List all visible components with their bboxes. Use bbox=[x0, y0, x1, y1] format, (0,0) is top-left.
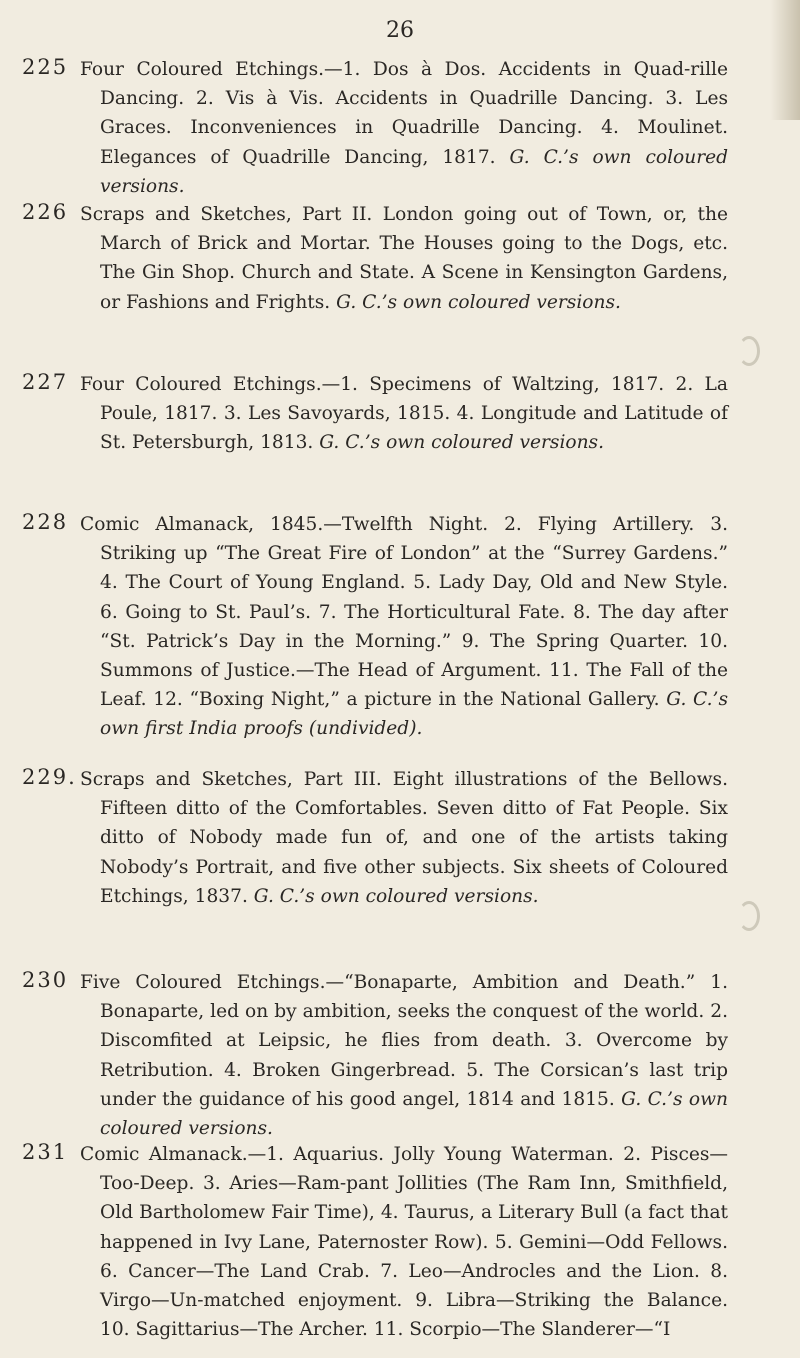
lot-description: Comic Almanack, 1845.—Twelfth Night. 2. Flying Artillery. 3. Striking up “The Great Fire of London” at the “Surrey Gardens.” 4. The Court of Young England. 5. Lady Day, Old and New Style. 6. Going to St. Paul’s. 7. The Horticultural Fate. 8. The day after “St. Patrick’s Day in the Morning.” 9. The Spring Quarter. 10. Summons of Justice.—The Head of Argument. 11. The Fall of the Leaf. 12. “Boxing Night,” a picture in the National Gallery. G. C.’s own first India proofs (undivided). bbox=[80, 514, 728, 740]
lot-note: G. C.’s own coloured versions. bbox=[336, 291, 621, 313]
lot-number: 229. bbox=[22, 765, 77, 789]
binding-ring-mark bbox=[738, 901, 760, 931]
lot-number: 230 bbox=[22, 968, 69, 992]
lot-description: Five Coloured Etchings.—“Bonaparte, Ambition and Death.” 1. Bonaparte, led on by ambition, seeks the conquest of the world. 2. Discomfited at Leipsic, he flies from death. 3. Overcome by Retribution. 4. Broken Gingerbread. 5. The Corsican’s last trip under the guidance of his good angel, 1814 and 1815. G. C.’s own coloured versions. bbox=[80, 972, 729, 1140]
binding-ring-mark bbox=[738, 336, 760, 366]
lot-note: G. C.’s own coloured versions. bbox=[100, 146, 728, 197]
page-number: 26 bbox=[386, 18, 414, 43]
lot-number: 226 bbox=[22, 200, 69, 224]
lot-description: Four Coloured Etchings.—1. Dos à Dos. Accidents in Quad-rille Dancing. 2. Vis à Vis. Accidents in Quadrille Dancing. 3. Les Graces. Inconveniences in Quadrille Dancing. 4. Moulinet. Elegances of Quadrille Dancing, 1817. G. C.’s own coloured versions. bbox=[80, 59, 728, 197]
lot-description: Scraps and Sketches, Part III. Eight illustrations of the Bellows. Fifteen ditto of the Comfortables. Seven ditto of Fat People. Six ditto of Nobody made fun of, and one of the artists taking Nobody’s Portrait, and five other subjects. Six sheets of Coloured Etchings, 1837. G. C.’s own coloured versions. bbox=[80, 769, 728, 907]
lot-description: Comic Almanack.—1. Aquarius. Jolly Young Waterman. 2. Pisces—Too-Deep. 3. Aries—Ram-pant Jollities (The Ram Inn, Smithfield, Old Bartholomew Fair Time), 4. Taurus, a Literary Bull (a fact that happened in Ivy Lane, Paternoster Row). 5. Gemini—Odd Fellows. 6. Cancer—The Land Crab. 7. Leo—Androcles and the Lion. 8. Virgo—Un-matched enjoyment. 9. Libra—Striking the Balance. 10. Sagittarius—The Archer. 11. Scorpio—The Slanderer—“I bbox=[80, 1144, 728, 1341]
lot-number: 225 bbox=[22, 55, 69, 79]
lot-description: Scraps and Sketches, Part II. London going out of Town, or, the March of Brick and Mortar. The Houses going to the Dogs, etc. The Gin Shop. Church and State. A Scene in Kensington Gardens, or Fashions and Frights. G. C.’s own coloured versions. bbox=[80, 204, 728, 313]
lot-number: 227 bbox=[22, 370, 69, 394]
lot-note: G. C.’s own coloured versions. bbox=[319, 432, 605, 454]
lot-number: 228 bbox=[22, 510, 69, 534]
lot-note: G. C.’s own coloured versions. bbox=[100, 1088, 729, 1140]
lot-note: G. C.’s own coloured versions. bbox=[253, 885, 539, 907]
lot-description: Four Coloured Etchings.—1. Specimens of Waltzing, 1817. 2. La Poule, 1817. 3. Les Savoyards, 1815. 4. Longitude and Latitude of St. Petersburgh, 1813. G. C.’s own coloured versions. bbox=[80, 374, 728, 454]
lot-note: G. C.’s own first India proofs (undivided). bbox=[100, 689, 728, 740]
lot-number: 231 bbox=[22, 1140, 69, 1164]
